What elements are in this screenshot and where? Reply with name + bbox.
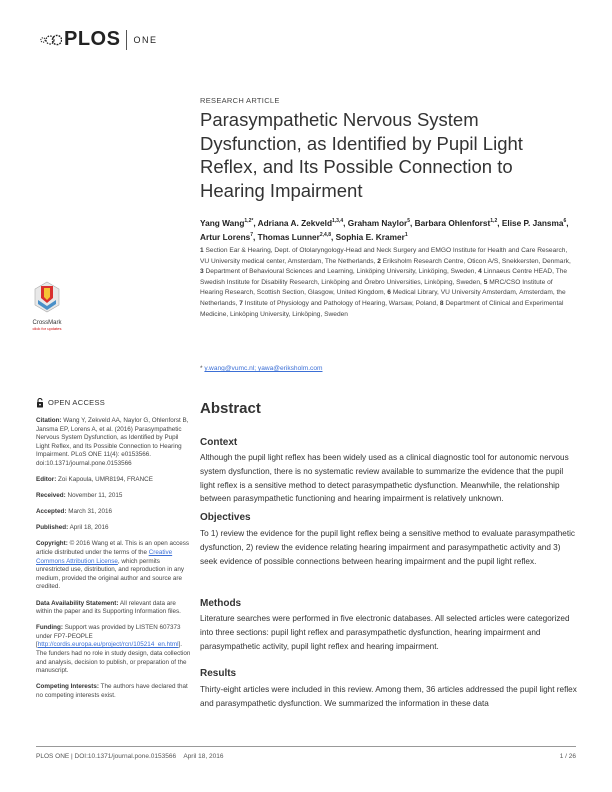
section-text-context: Although the pupil light reflex has been widely used as a clinical diagnostic tool for autonomic nervous system dysfunction, there is no systematic review available to summarize the evidence that the pupil light reflex is a sensitive method to detect parasympathetic dysfunction. Meanwhile, the relationship between parasympathetic functioning and hearing impairment is relatively unknown. bbox=[200, 453, 569, 504]
author-list bbox=[200, 215, 570, 243]
affiliations: 1 Section Ear & Hearing, Dept. of Otolaryngology-Head and Neck Surgery and EMGO Institute for Health and Care Research, VU University medical center, Amsterdam, The Netherlands, 2 Eriksholm Research Centre, Oticon A/S, Snekkersten, Denmark, 3 Department of Behavioural Sciences and Learning, Linköping University, Linköping, Sweden, 4 Linnaeus Centre HEAD, The Swedish Institute for Disability Research, Linköping and Örebro Universities, Linköping, Sweden, 5 MRC/CSO Institute of Hearing Research, Scottish Section, Glasgow, United Kingdom, 6 Medical Library, VU University Amsterdam, Amsterdam, the Netherlands, 7 Institute of Physiology and Pathology of Hearing, Warsaw, Poland, 8 Department of Clinical and Experimental Medicine, Linköping University, Linköping, Sweden bbox=[200, 247, 571, 318]
section-text-methods: Literature searches were performed in five electronic databases. All selected articles were categorized into three sections: pupil light reflex and parasympathetic dysfunction, hearing impairment and parasympathetic activity, pupil light reflex and hearing impairment. bbox=[200, 614, 570, 651]
editor: Editor: Zoi Kapoula, UMR8194, FRANCE bbox=[36, 476, 153, 484]
page-number: 1 / 26 bbox=[559, 753, 576, 760]
crossmark-sublabel: click for updates bbox=[32, 326, 62, 331]
section-text-results: Thirty-eight articles were included in this review. Among them, 36 articles addressed the pupil light reflex and parasympathetic dysfunction. We summarized the information in these data bbox=[200, 685, 577, 708]
license-link[interactable]: Creative Commons Attribution License bbox=[36, 549, 173, 565]
section-heading-methods: Methods bbox=[200, 598, 242, 609]
funding: Funding: Support was provided by LISTEN 607373 under FP7-PEOPLE [http://cordis.europa.eu/project/rcn/105214_en.html]. The funders had no role in study design, data collection and analysis, decision to publish, or preparation of the manuscript. bbox=[36, 624, 191, 675]
competing-interests: Competing Interests: The authors have declared that no competing interests exist. bbox=[36, 683, 188, 699]
citation: Citation: Wang Y, Zekveld AA, Naylor G, Ohlenforst B, Jansma EP, Lorens A, et al. (2016) Parasympathetic Nervous System Dysfunction, as Identified by Pupil Light Reflex, and Its Possible Connection to Hearing Impairment. PLoS ONE 11(4): e0153566. doi:10.1371/journal.pone.0153566 bbox=[36, 417, 189, 467]
logo-divider bbox=[126, 30, 127, 50]
author[interactable]: Adriana A. Zekveld$^{1,3,4}$, bbox=[257, 217, 348, 228]
article-type: RESEARCH ARTICLE bbox=[200, 96, 280, 105]
journal-name: ONE bbox=[133, 34, 158, 45]
crossmark-icon bbox=[32, 280, 62, 314]
author[interactable]: Graham Naylor$^5$, bbox=[347, 217, 415, 228]
section-text-objectives: To 1) review the evidence for the pupil light reflex being a sensitive method to evaluate parasympathetic dysfunction, 2) review the evidence relating hearing impairment and parasympathetic activity and 3) seek evidence of possible connections between hearing impairment and the pupil light reflex. bbox=[200, 529, 576, 566]
section-heading-objectives: Objectives bbox=[200, 512, 251, 523]
copyright: Copyright: © 2016 Wang et al. This is an open access article distributed under the terms of the Creative Commons Attribution License, which permits unrestricted use, distribution, and reproduction in any medium, provided the original author and source are credited. bbox=[36, 540, 190, 591]
funding-link[interactable]: http://cordis.europa.eu/project/rcn/105214_en.html bbox=[37, 641, 179, 649]
footer-journal-doi: PLOS ONE | DOI:10.1371/journal.pone.0153566 April 18, 2016 bbox=[36, 753, 224, 760]
article-title: Parasympathetic Nervous System Dysfunction, as Identified by Pupil Light Reflex, and Its Possible Connection to Hearing Impairment bbox=[200, 109, 523, 201]
section-heading-results: Results bbox=[200, 668, 237, 679]
crossmark-label: CrossMark bbox=[32, 320, 62, 326]
received-date: Received: November 11, 2015 bbox=[36, 492, 123, 500]
page-footer bbox=[36, 746, 576, 760]
author[interactable]: Artur Lorens$^7$, bbox=[200, 231, 258, 242]
accepted-date: Accepted: March 31, 2016 bbox=[36, 508, 112, 516]
brand-name: PLOS bbox=[64, 28, 121, 50]
plos-logo[interactable] bbox=[40, 28, 157, 51]
section-heading-context: Context bbox=[200, 437, 238, 448]
correspondence-email-link[interactable]: y.wang@vumc.nl; yawa@eriksholm.com bbox=[204, 365, 323, 372]
author[interactable]: Elise P. Jansma$^6$, bbox=[501, 217, 569, 228]
author[interactable]: Sophia E. Kramer$^1$ bbox=[335, 231, 408, 242]
correspondence: * y.wang@vumc.nl; yawa@eriksholm.com bbox=[200, 365, 323, 372]
author[interactable]: Barbara Ohlenforst$^{1,2}$, bbox=[414, 217, 502, 228]
data-availability: Data Availability Statement: All relevant data are within the paper and its Supporting Information files. bbox=[36, 599, 181, 616]
plos-dots-icon bbox=[40, 32, 62, 48]
crossmark-badge[interactable] bbox=[30, 280, 64, 331]
author[interactable]: Thomas Lunner$^{2,4,8}$, bbox=[257, 231, 336, 242]
abstract-heading: Abstract bbox=[200, 400, 261, 417]
published-date: Published: April 18, 2016 bbox=[36, 524, 109, 532]
open-lock-icon bbox=[36, 398, 44, 408]
article-info-sidebar bbox=[36, 398, 191, 708]
author[interactable]: Yang Wang$^{1,2*}$, bbox=[200, 217, 258, 228]
open-access-badge: OPEN ACCESS bbox=[36, 398, 191, 408]
